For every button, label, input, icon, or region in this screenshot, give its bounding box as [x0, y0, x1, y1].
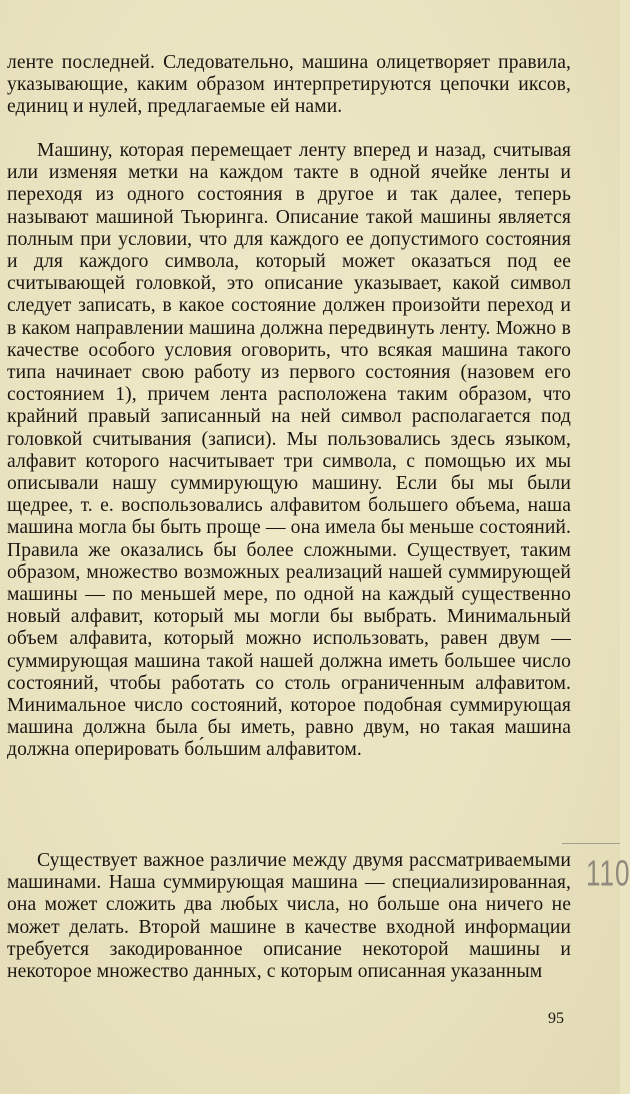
paragraph-text: ленте последней. Следовательно, машина олицетворяет правила, указывающие, каким образом интерпретируются цепочки иксов, единиц и нулей, предлагаемые ей нами. — [7, 52, 571, 118]
paragraph-turing-machine — [7, 140, 571, 762]
paragraph-continuation — [7, 52, 571, 119]
margin-pencil-rule — [562, 843, 620, 844]
paragraph-text: Машину, которая перемещает ленту вперед и назад, считывая или изменяя метки на каждом такте в одной ячейке ленты и переходя из одного состояния в другое и так далее, теперь называют машиной Тьюринга. Описание такой машины является полным при условии, что для каждого ее допустимого состояния и для каждого символа, который может оказаться под ее считывающей головкой, это описание указывает, какой символ следует записать, в какое состояние должен произойти переход и в каком направлении машина должна передвинуть ленту. Можно в качестве особого условия оговорить, что всякая машина такого типа начинает свою работу из первого состояния (назовем его состоянием 1), причем лента расположена таким образом, что крайний правый записанный на ней символ располагается под головкой считывания (записи). Мы пользовались здесь языком, алфавит которого насчитывает три символа, с помощью их мы описывали нашу суммирующую машину. Если бы мы были щедрее, т. е. воспользовались алфавитом большего объема, наша машина могла бы быть проще — она имела бы меньше состояний. Правила же оказались бы более сложными. Существует, таким образом, множество возможных реализаций нашей суммирующей машины — по меньшей мере, по одной на каждый существенно новый алфавит, который мы могли бы выбрать. Минимальный объем алфавита, который можно использовать, равен двум — суммирующая машина такой нашей должна иметь большее число состояний, чтобы работать со столь ограниченным алфавитом. Минимальное число состояний, которое подобная суммирующая машина должна была бы иметь, равно двум, но такая машина должна оперировать бо́льшим алфавитом. — [7, 140, 571, 761]
margin-handwritten-note: 110 — [586, 851, 630, 894]
paragraph-machine-difference — [7, 850, 571, 983]
page-number: 95 — [548, 1010, 564, 1027]
paragraph-text: Существует важное различие между двумя рассматриваемыми машинами. Наша суммирующая машина — специализированная, она может сложить два любых числа, но больше она ничего не может делать. Второй машине в качестве входной информации требуется закодированное описание некоторой машины и некоторое множество данных, с которым описанная указанным — [7, 850, 571, 983]
